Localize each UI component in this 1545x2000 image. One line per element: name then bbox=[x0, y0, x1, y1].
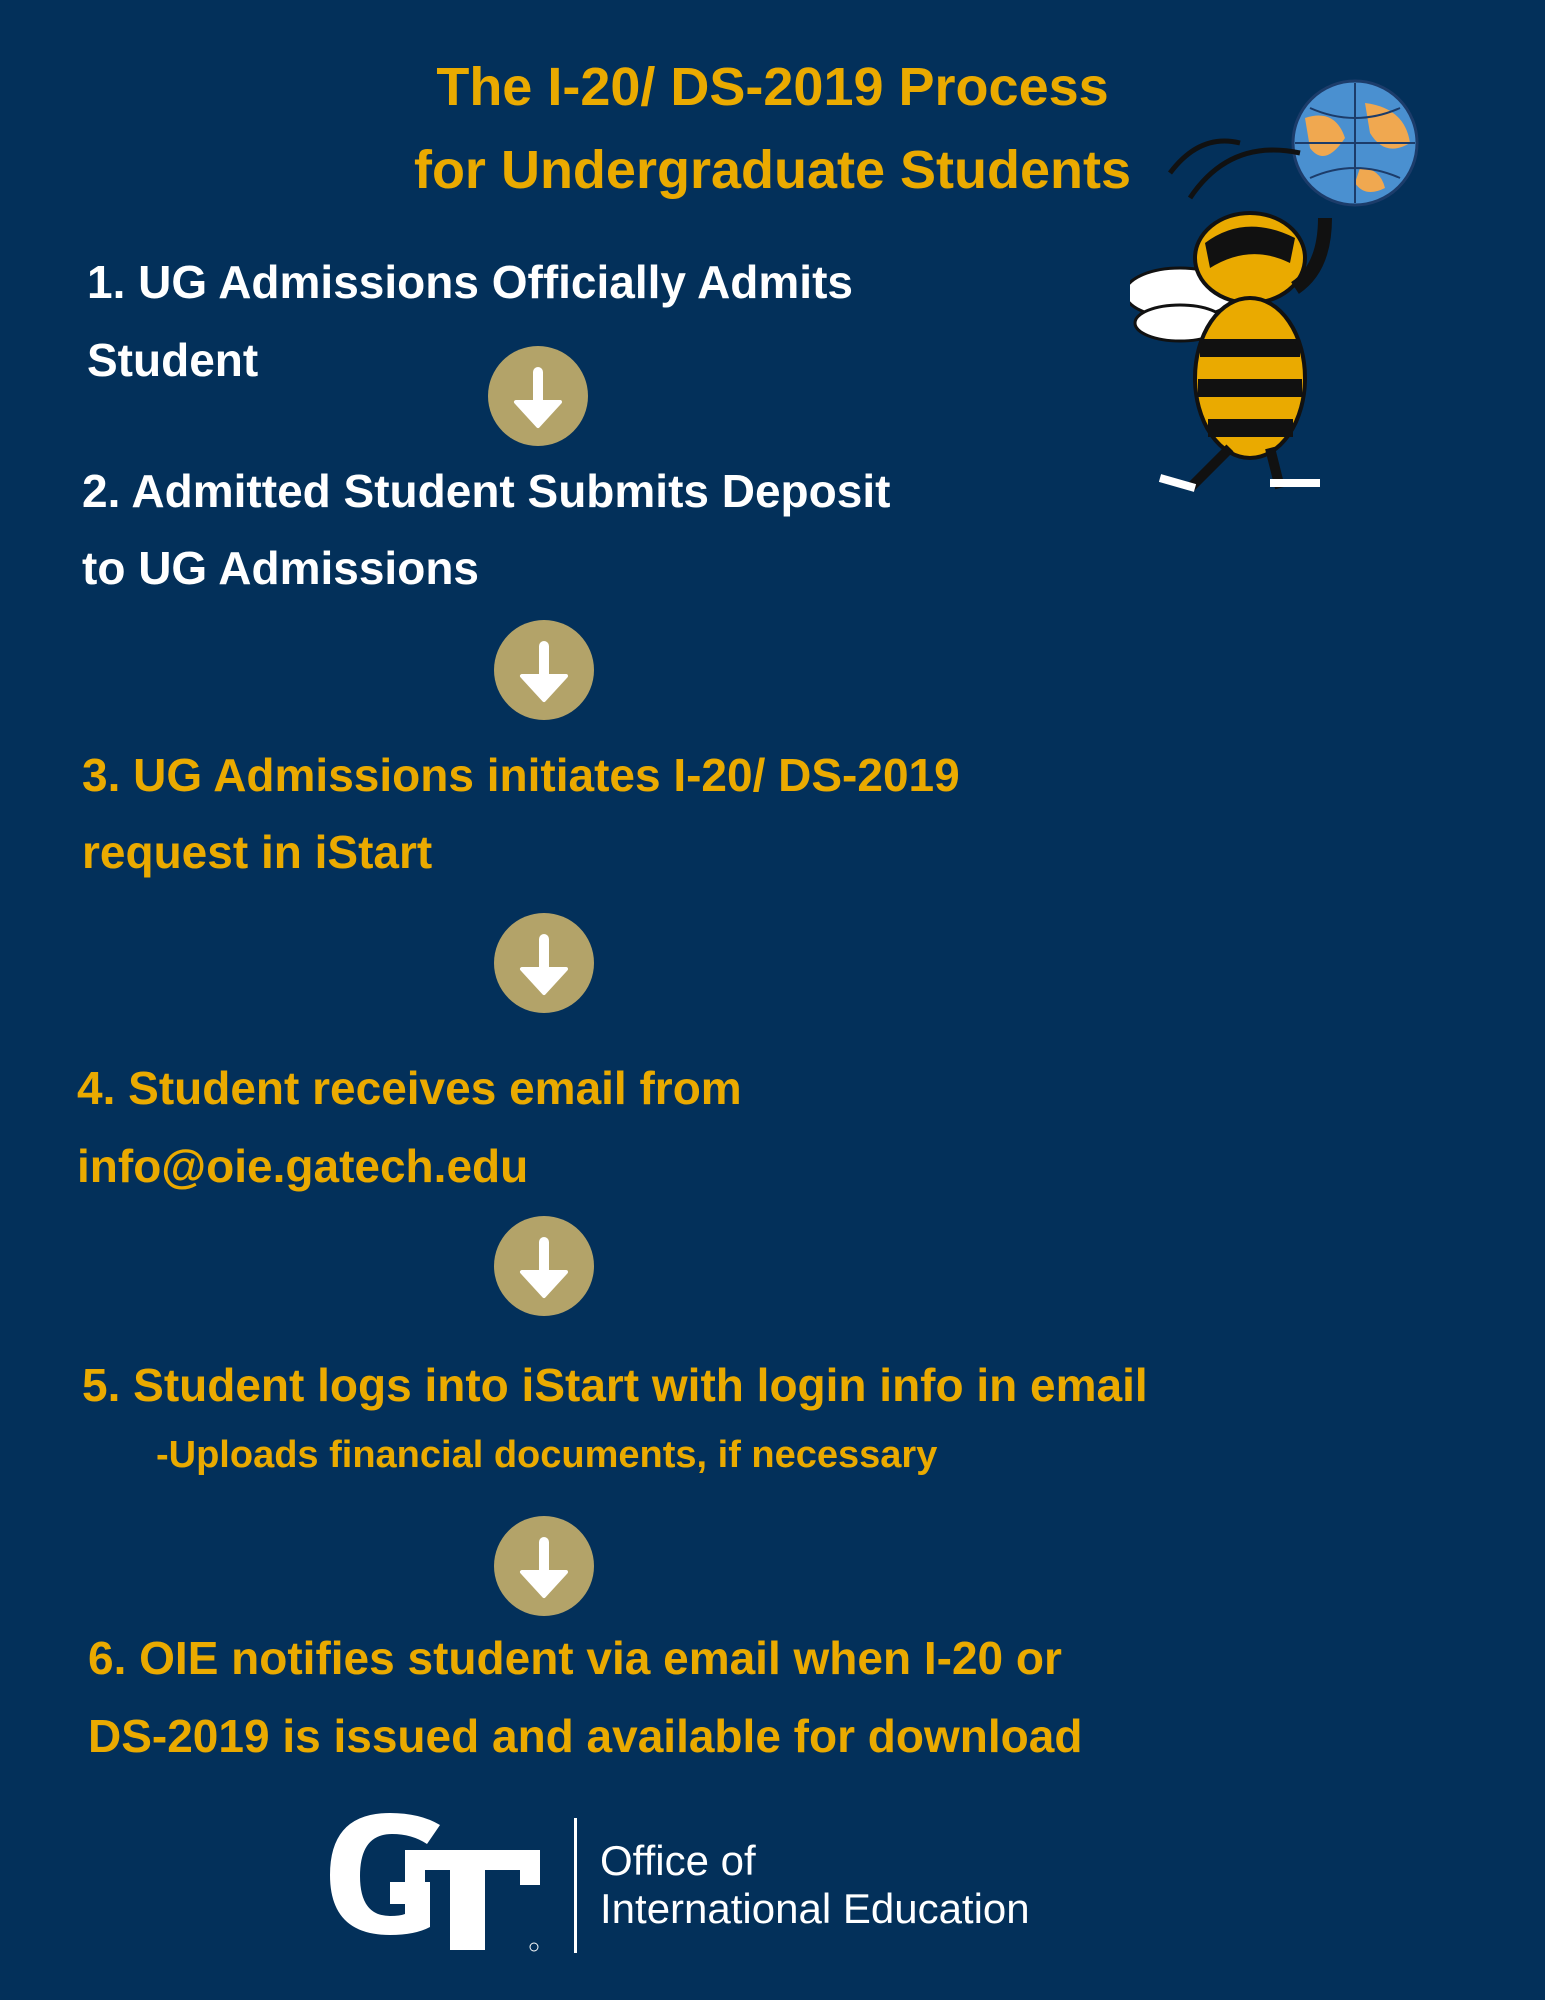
step-5-subtext: -Uploads financial documents, if necessary bbox=[156, 1434, 938, 1476]
office-line-2: International Education bbox=[600, 1885, 1030, 1932]
step-5-line-1: 5. Student logs into iStart with login info in email bbox=[82, 1359, 1148, 1411]
title-line-1: The I-20/ DS-2019 Process bbox=[436, 57, 1109, 117]
step-6-line-2: DS-2019 is issued and available for download bbox=[88, 1710, 1083, 1762]
step-3-line-1: 3. UG Admissions initiates I-20/ DS-2019 bbox=[82, 749, 960, 801]
globe-icon bbox=[1293, 81, 1417, 205]
step-1-line-2: Student bbox=[87, 334, 259, 386]
arrow-down-icon bbox=[494, 1216, 594, 1316]
step-2-line-1: 2. Admitted Student Submits Deposit bbox=[82, 465, 891, 517]
buzz-mascot-icon bbox=[1130, 78, 1460, 493]
step-6-line-1: 6. OIE notifies student via email when I-20 or bbox=[88, 1632, 1062, 1684]
arrow-down-icon bbox=[488, 346, 588, 446]
gt-logo bbox=[325, 1805, 550, 1955]
footer-divider bbox=[574, 1818, 577, 1953]
step-4-line-1: 4. Student receives email from bbox=[77, 1062, 742, 1114]
step-2-line-2: to UG Admissions bbox=[82, 542, 479, 594]
title-line-2: for Undergraduate Students bbox=[413, 140, 1132, 200]
office-line-1: Office of bbox=[600, 1837, 756, 1884]
step-3-line-2: request in iStart bbox=[82, 826, 433, 878]
arrow-down-icon bbox=[494, 620, 594, 720]
step-4-line-2: info@oie.gatech.edu bbox=[77, 1140, 529, 1192]
arrow-down-icon bbox=[494, 1516, 594, 1616]
arrow-down-icon bbox=[494, 913, 594, 1013]
step-1-line-1: 1. UG Admissions Officially Admits bbox=[87, 256, 853, 308]
